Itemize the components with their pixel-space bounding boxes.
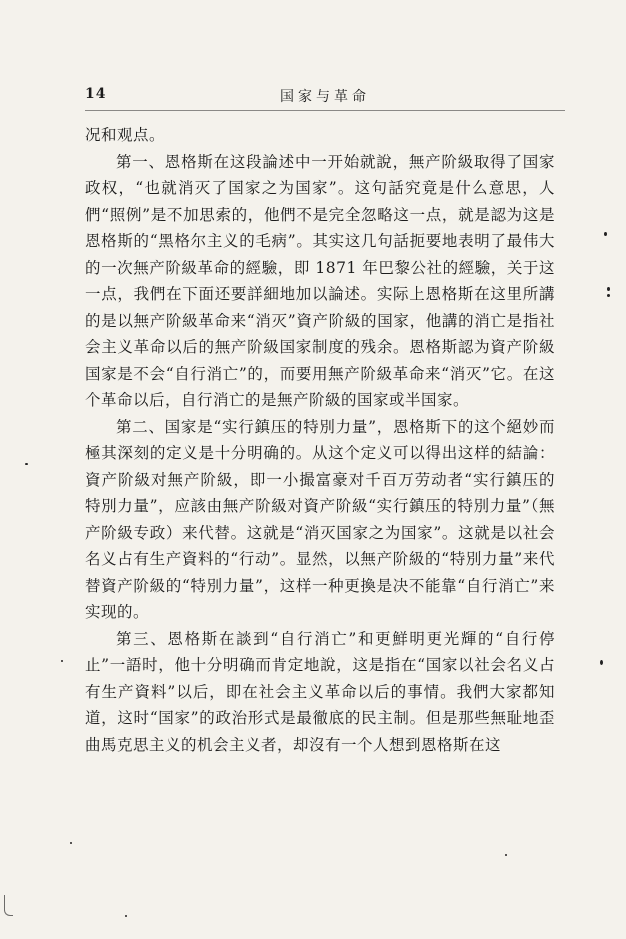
scan-speck [600, 660, 603, 665]
running-title: 国家与革命 [280, 89, 370, 105]
page-header [85, 86, 565, 106]
scan-speck [607, 294, 610, 297]
scan-edge-mark [4, 895, 13, 916]
scan-speck [25, 463, 28, 465]
page-number: 14 [85, 86, 107, 102]
scan-speck [70, 842, 72, 844]
header-rule [85, 110, 565, 111]
scan-speck [607, 287, 610, 291]
paragraph-second-point: 第二、国家是“实行鎮压的特別力量”，恩格斯下的这个絕妙而極其深刻的定义是十分明确的。从这个定义可以得出这样的結論：資产阶級对無产阶級，即一小撮富豪对千百万劳动者“实行鎮压的特別力量”，应該由無产阶級对資产阶級“实行鎮压的特別力量”（無产阶級专政）来代替。这就是“消灭国家之为国家”。这就是以社会名义占有生产資料的“行动”。显然，以無产阶級的“特別力量”来代替資产阶級的“特別力量”，这样一种更換是决不能靠“自行消亡”来实现的。 [85, 417, 555, 621]
scan-speck [61, 660, 63, 662]
paragraph-first-point: 第一、恩格斯在这段論述中一开始就說，無产阶級取得了国家政权，“也就消灭了国家之为国家”。这句話究竟是什么意思，人們“照例”是不加思索的，他們不是完全忽略这一点，就是認为这是恩格斯的“黑格尔主义的毛病”。其实这几句話扼要地表明了最伟大的一次無产阶級革命的經驗，即 1871 年巴黎公社的經驗，关于这一点，我們在下面还要詳細地加以論述。实际上恩格斯在这里所講的是以無产阶級革命来“消灭”資产阶級的国家，他講的消亡是指社会主义革命以后的無产阶級国家制度的残余。恩格斯認为資产阶級国家是不会“自行消亡”的，而要用無产阶級革命来“消灭”它。在这个革命以后，自行消亡的是無产阶級的国家或半国家。 [85, 152, 555, 409]
scan-speck [125, 915, 127, 917]
paragraph-third-point: 第三、恩格斯在談到“自行消亡”和更鮮明更光輝的“自行停止”一語时，他十分明确而肯定地說，这是指在“国家以社会名义占有生产資料”以后，即在社会主义革命以后的事情。我們大家都知道，这时“国家”的政治形式是最徹底的民主制。但是那些無耻地歪曲馬克思主义的机会主义者，却沒有一个人想到恩格斯在这 [85, 629, 555, 754]
scan-speck [505, 854, 507, 856]
body-text [85, 122, 555, 758]
paragraph-continuation: 况和观点。 [85, 126, 166, 144]
scan-speck [604, 232, 607, 236]
